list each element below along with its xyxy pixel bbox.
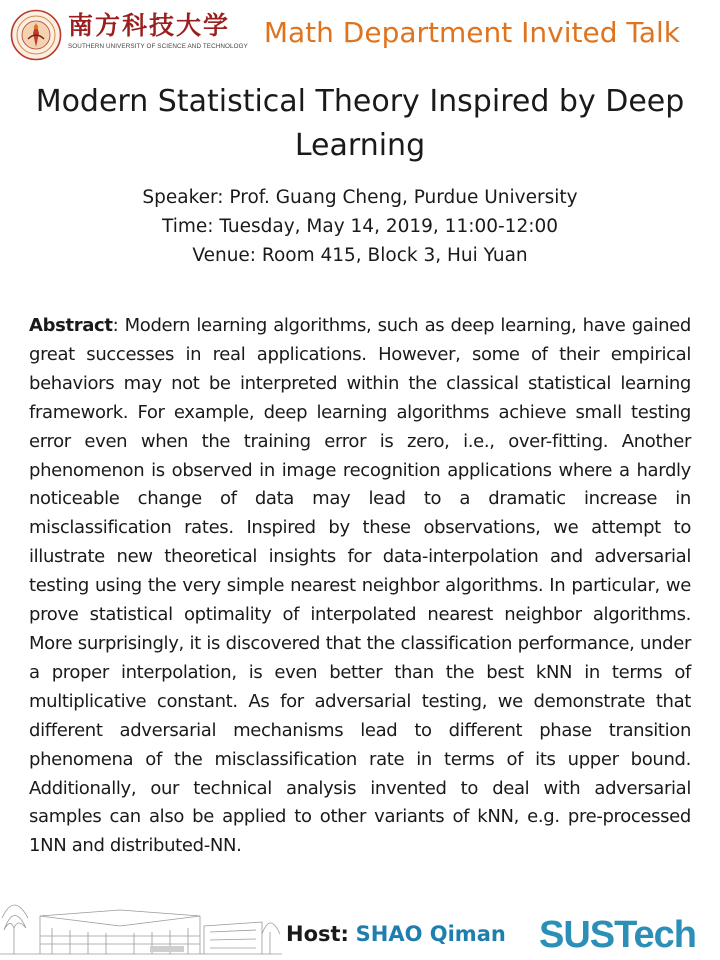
host-label: Host: [286, 922, 349, 946]
university-name-en: SOUTHERN UNIVERSITY OF SCIENCE AND TECHNOLOGY [68, 43, 248, 50]
sustech-logo: SUSTech [538, 914, 696, 956]
speaker-line: Speaker: Prof. Guang Cheng, Purdue University [142, 187, 578, 208]
university-emblem-icon [10, 9, 62, 61]
abstract-text: : Modern learning algorithms, such as deep learning, have gained great successes in real applications. However, some of their empirical behaviors may not be interpreted within the classical statistical learning framework. For example, deep learning algorithms achieve small testing error even when the training error is zero, i.e., over-fitting. Another phenomenon is observed in image recognition applications where a hardly noticeable change of data may lead to a dramatic increase in misclassification rates. Inspired by these observations, we attempt to illustrate new theoretical insights for data-interpolation and adversarial testing using the very simple nearest neighbor algorithms. In particular, we prove statistical optimality of interpolated nearest neighbor algorithms. More surprisingly, it is discovered that the classification performance, under a proper interpolation, is even better than the best kNN in terms of multiplicative constant. As for adversarial testing, we demonstrate that different adversarial mechanisms lead to different phase transition phenomena of the misclassification rate in terms of its upper bound. Additionally, our technical analysis invented to deal with adversarial samples can also be applied to other variants of kNN, e.g. pre-processed 1NN and distributed-NN. [29, 315, 691, 857]
talk-type-heading: Math Department Invited Talk [263, 16, 680, 49]
host-name: SHAO Qiman [355, 922, 506, 946]
abstract-label: Abstract [29, 315, 113, 336]
talk-info [20, 183, 700, 270]
venue-line: Venue: Room 415, Block 3, Hui Yuan [192, 245, 528, 266]
talk-title: Modern Statistical Theory Inspired by Deep Learning [35, 84, 685, 163]
host-line [286, 919, 506, 949]
header [0, 0, 720, 70]
time-line: Time: Tuesday, May 14, 2019, 11:00-12:00 [162, 216, 558, 237]
abstract [29, 312, 691, 861]
campus-sketch-icon [0, 888, 282, 960]
university-name-cn: 南方科技大学 [68, 11, 231, 40]
university-wordmark [68, 10, 248, 58]
